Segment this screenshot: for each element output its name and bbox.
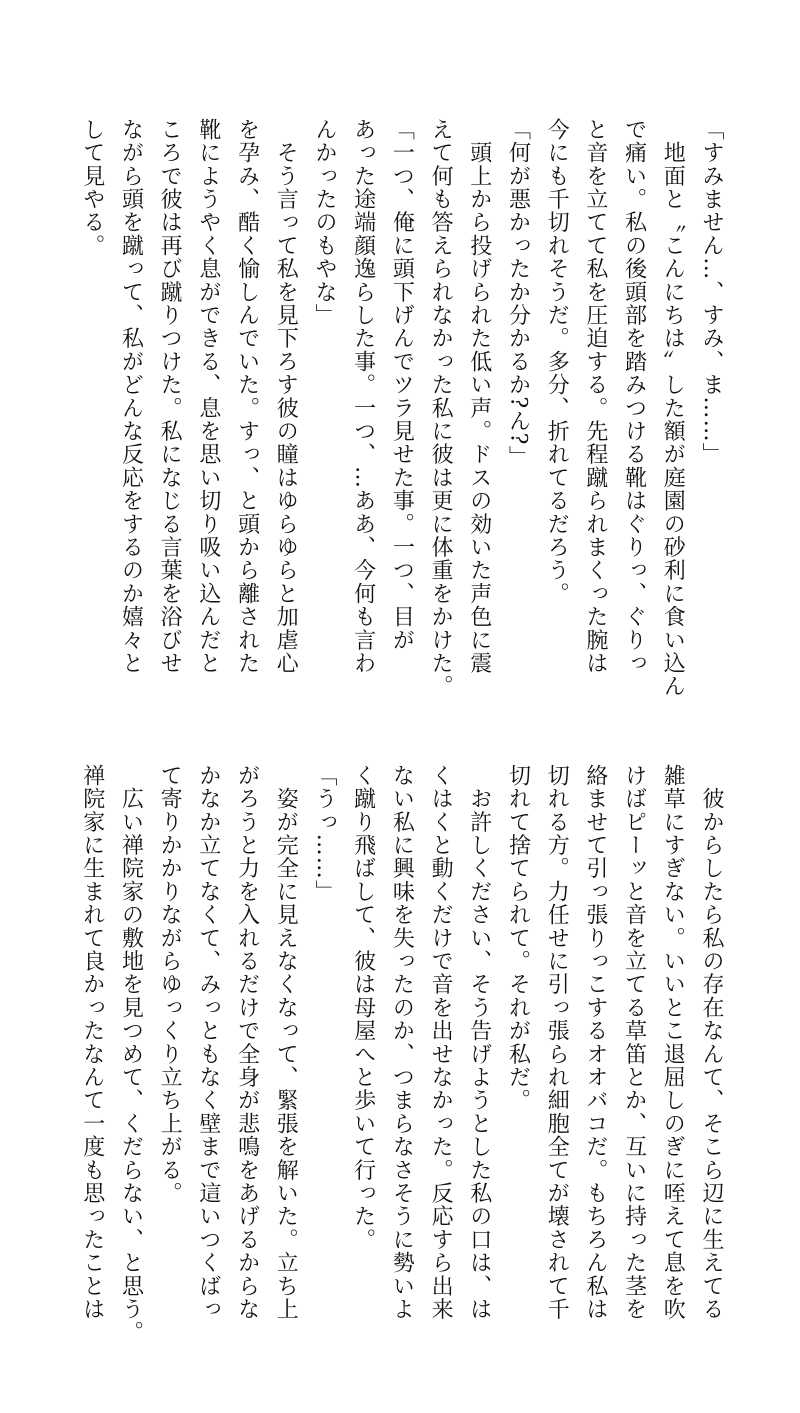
text-line: 禅院家に生まれて良かったなんて一度も思ったことは	[79, 764, 105, 1321]
upper-text-block	[72, 118, 730, 698]
text-line: 頭上から投げられた低い声。ドスの効いた声色に震	[466, 118, 492, 675]
text-line: そう言って私を見下ろす彼の瞳はゆらゆらと加虐心	[273, 118, 299, 675]
text-line: 靴にようやく息ができる、息を思い切り吸い込んだと	[195, 118, 221, 675]
text-line: 絡ませて引っ張りっこするオオバコだ。もちろん私は	[582, 764, 608, 1321]
text-line: 地面と〝こんにちは〟した額が庭園の砂利に食い込ん	[660, 118, 686, 698]
text-line: がろうと力を入れるだけで全身が悲鳴をあげるからな	[234, 764, 260, 1321]
text-line: けばピーッと音を立てる草笛とか、互いに持った茎を	[621, 764, 647, 1321]
text-line: くはくと動くだけで音を出せなかった。反応すら出来	[428, 764, 454, 1321]
text-line: 「何が悪かったか分かるか?ん?」	[505, 118, 531, 469]
text-line: あった途端顔逸らした事。一つ、…ああ、今何も言わ	[350, 118, 376, 675]
text-line: お許しください、そう告げようとした私の口は、は	[466, 764, 492, 1321]
text-line: 雑草にすぎない。いいとこ退屈しのぎに咥えて息を吹	[660, 764, 686, 1321]
text-line: ない私に興味を失ったのか、つまらなさそうに勢いよ	[389, 764, 415, 1321]
text-line: 切れる方。力任せに引っ張られ細胞全てが壊されて千	[544, 764, 570, 1321]
text-line: 今にも千切れそうだ。多分、折れてるだろう。	[544, 118, 570, 606]
lower-text-block	[72, 764, 730, 1344]
text-line: 姿が完全に見えなくなって、緊張を解いた。立ち上	[273, 764, 299, 1321]
text-line: と音を立てて私を圧迫する。先程蹴られまくった腕は	[582, 118, 608, 675]
text-line: を孕み、酷く愉しんでいた。すっ、と頭から離された	[234, 118, 260, 675]
text-line: 彼からしたら私の存在なんて、そこら辺に生えてる	[699, 764, 724, 1321]
text-line: ころで彼は再び蹴りつけた。私になじる言葉を浴びせ	[157, 118, 183, 675]
text-line: く蹴り飛ばして、彼は母屋へと歩いて行った。	[350, 764, 376, 1252]
text-line: で痛い。私の後頭部を踏みつける靴はぐりっ、ぐりっ	[621, 118, 647, 675]
text-line: えて何も答えられなかった私に彼は更に体重をかけた。	[428, 118, 454, 698]
text-line: て寄りかかりながらゆっくり立ち上がる。	[157, 764, 183, 1205]
text-line: かなか立てなくて、みっともなく壁まで這いつくばっ	[195, 764, 221, 1321]
text-line: 切れて捨てられて。それが私だ。	[505, 764, 531, 1112]
text-line: 「うっ……」	[311, 764, 337, 904]
text-line: 「すみません…、すみ、ま……」	[699, 118, 724, 466]
text-line: ながら頭を蹴って、私がどんな反応をするのか嬉々と	[118, 118, 144, 675]
text-line: 「一つ、俺に頭下げんでツラ見せた事。一つ、目が	[389, 118, 415, 652]
text-line: 広い禅院家の敷地を見つめて、くだらない、と思う。	[118, 764, 144, 1344]
text-line: んかったのもやな」	[311, 118, 337, 327]
text-line: して見やる。	[79, 118, 105, 258]
